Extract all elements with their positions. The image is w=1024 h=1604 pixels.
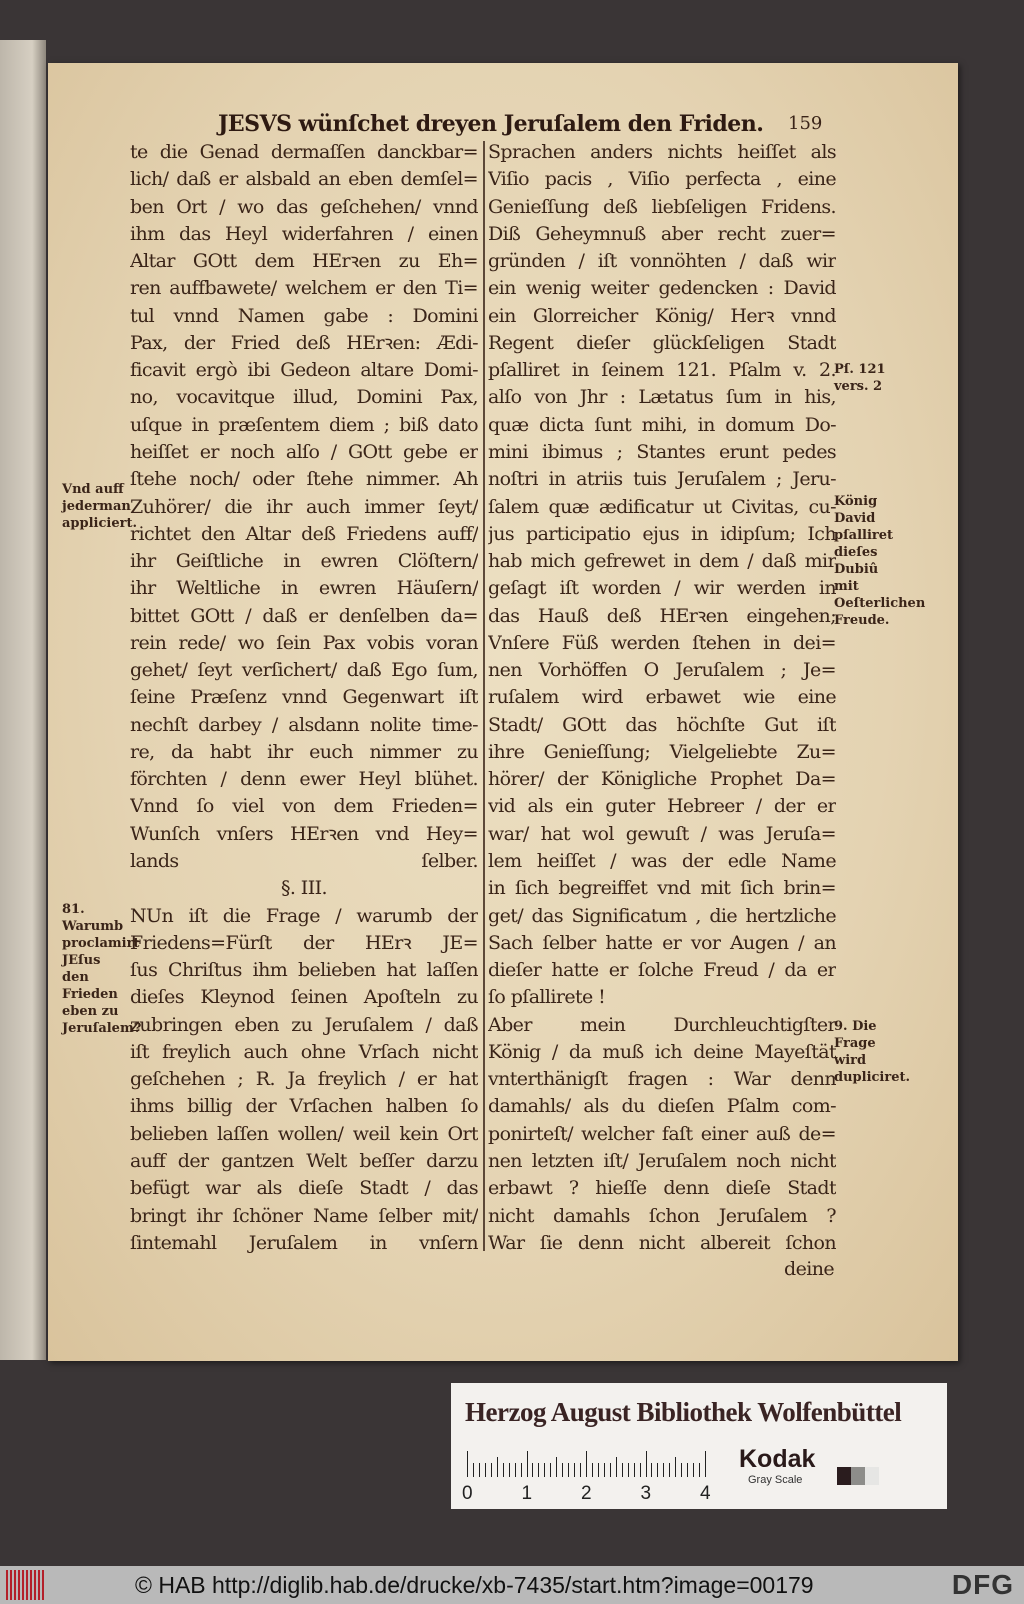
text-line: war/ hat wol gewuſt / was Jeruſa= xyxy=(488,822,836,845)
ruler-tick xyxy=(515,1463,516,1477)
ruler-tick xyxy=(592,1463,593,1477)
text-line: War ſie denn nicht albereit ſchon xyxy=(488,1231,836,1254)
text-line: ſtehe noch/ oder ſtehe nimmer. Ah xyxy=(130,468,478,491)
ruler-tick xyxy=(509,1463,510,1477)
ruler-number: 0 xyxy=(462,1483,473,1504)
text-line: ſus Chriſtus ihm belieben hat laſſen xyxy=(130,959,478,982)
text-line: Pax, der Fried deß HErꝛen: Ædi- xyxy=(130,331,478,354)
text-line: vnterthänigſt fragen : War denn xyxy=(488,1068,836,1091)
text-line: get/ das Significatum , die hertzliche xyxy=(488,904,836,927)
ruler-tick xyxy=(628,1463,629,1477)
text-line: §. III. xyxy=(281,877,327,900)
gray-swatch-mid xyxy=(851,1467,865,1485)
text-line: König / da muß ich deine Mayeſtät xyxy=(488,1040,836,1063)
text-line: damahls/ als du dieſen Pſalm com- xyxy=(488,1095,836,1118)
ruler-tick xyxy=(532,1463,533,1477)
text-line: iſt freylich auch ohne Vrſach nicht xyxy=(130,1040,478,1063)
margin-note-right-3: 9. Die Frage wird dupliciret. xyxy=(834,1019,911,1085)
text-line: hab mich gefrewet in dem / daß mir xyxy=(488,550,836,573)
ruler-tick xyxy=(663,1463,664,1477)
ruler-tick xyxy=(503,1463,504,1477)
ruler-tick xyxy=(622,1463,623,1477)
ruler-tick xyxy=(556,1457,557,1477)
text-line: jus participatio ejus in idipſum; Ich xyxy=(488,522,836,545)
text-line: ein wenig weiter gedencken : David xyxy=(488,277,836,300)
text-line: Zuhörer/ die ihr auch immer ſeyt/ xyxy=(130,495,478,518)
text-line: Stadt/ GOtt das höchſte Gut iſt xyxy=(488,713,836,736)
ruler-tick xyxy=(646,1451,647,1477)
text-line: gründen / iſt vonnöhten / daß wir xyxy=(488,250,836,273)
catchword: deine xyxy=(784,1258,834,1280)
ruler-number: 4 xyxy=(700,1483,711,1504)
text-line: das Hauß deß HErꝛen eingehen; xyxy=(488,604,836,627)
ruler-tick xyxy=(544,1463,545,1477)
ruler-tick xyxy=(586,1451,587,1477)
text-line: ſo pſallirete ! xyxy=(488,986,606,1009)
ruler-tick xyxy=(562,1463,563,1477)
text-line: lich/ daß er alsbald an eben demſel= xyxy=(130,168,478,191)
text-line: geſchehen ; R. Ja freylich / er hat xyxy=(130,1068,478,1091)
ruler-tick xyxy=(681,1463,682,1477)
running-header: JESVS wünſchet dreyen Jeruſalem den Friden. xyxy=(218,111,764,137)
text-line: befügt war als dieſe Stadt / das xyxy=(130,1177,478,1200)
ruler-tick xyxy=(497,1457,498,1477)
margin-note-right-2: König David pſalliret dieſes Dubiû mit Oeſterlichen Freude. xyxy=(834,494,926,628)
color-card xyxy=(451,1383,947,1509)
ruler-tick xyxy=(491,1463,492,1477)
text-line: re, da habt ihr euch nimmer zu xyxy=(130,740,478,763)
gray-swatch-dark xyxy=(837,1467,851,1485)
ruler-tick xyxy=(693,1463,694,1477)
hab-logo-icon xyxy=(6,1570,46,1600)
text-line: Friedens=Fürſt der HErꝛ JE= xyxy=(130,931,478,954)
text-line: mini ibimus ; Stantes erunt pedes xyxy=(488,440,836,463)
text-line: Viſio pacis , Viſio perfecta , eine xyxy=(488,168,836,191)
ruler-tick xyxy=(479,1463,480,1477)
text-line: Vnnd ſo viel von dem Frieden= xyxy=(130,795,478,818)
ruler-tick xyxy=(604,1463,605,1477)
text-line: ponirteſt/ welcher faſt einer auß de= xyxy=(488,1122,836,1145)
text-line: Regent dieſer glückſeligen Stadt xyxy=(488,331,836,354)
text-line: ihre Genieſſung; Vielgeliebte Zu= xyxy=(488,740,836,763)
text-line: ihr Weltliche in ewren Häuſern/ xyxy=(130,577,478,600)
ruler-tick xyxy=(527,1451,528,1477)
dfg-logo: DFG xyxy=(951,1569,1014,1600)
text-line: noſtri in atriis tuis Jeruſalem ; Jeru- xyxy=(488,468,836,491)
text-line: nen letzten iſt/ Jeruſalem noch nicht xyxy=(488,1149,836,1172)
margin-note-left-2: 81. Warumb proclamirt JEſus den Frieden eben zu Jeruſalem? xyxy=(62,902,142,1036)
library-name: Herzog August Bibliothek Wolfenbüttel xyxy=(465,1397,902,1427)
text-line: Sprachen anders nichts heiſſet als xyxy=(488,141,836,163)
ruler-tick xyxy=(580,1463,581,1477)
ruler-tick xyxy=(521,1463,522,1477)
text-line: geſagt iſt worden / wir werden in xyxy=(488,577,836,600)
text-line: nechſt darbey / alsdann nolite time- xyxy=(130,713,478,736)
kodak-logo: Kodak xyxy=(739,1445,816,1473)
text-line: ihr Geiſtliche in ewren Clöſtern/ xyxy=(130,550,478,573)
text-line: dieſes Kleynod ſeinen Apoſteln zu xyxy=(130,986,478,1009)
text-line: in ſich begreiffet vnd mit ſich brin= xyxy=(488,877,836,900)
text-line: no, vocavitque illud, Domini Pax, xyxy=(130,386,478,409)
ruler xyxy=(462,1445,717,1505)
book-page xyxy=(48,63,958,1361)
copyright-url[interactable]: © HAB http://diglib.hab.de/drucke/xb-7435/start.htm?image=00179 xyxy=(135,1572,814,1598)
text-line: ruſalem wird erbawet wie eine xyxy=(488,686,836,709)
text-line: ficavit ergò ibi Gedeon altare Domi- xyxy=(130,359,478,382)
ruler-tick xyxy=(616,1457,617,1477)
text-line: Vnſere Füß werden ſtehen in dei= xyxy=(488,631,836,654)
ruler-tick xyxy=(699,1463,700,1477)
ruler-tick xyxy=(467,1451,468,1477)
ruler-tick xyxy=(669,1463,670,1477)
text-line: te die Genad dermaſſen danckbar= xyxy=(130,141,478,163)
ruler-tick xyxy=(574,1463,575,1477)
ruler-tick xyxy=(550,1463,551,1477)
ruler-tick xyxy=(598,1463,599,1477)
ruler-tick xyxy=(568,1463,569,1477)
ruler-tick xyxy=(705,1451,706,1477)
text-line: dieſer hatte er ſolche Freud / da er xyxy=(488,959,836,982)
ruler-number: 2 xyxy=(581,1483,592,1504)
footer-bar xyxy=(0,1566,1024,1604)
text-line: lem heiſſet / was der edle Name xyxy=(488,850,836,873)
ruler-tick xyxy=(485,1463,486,1477)
text-line: erbawt ? hieſſe denn dieſe Stadt xyxy=(488,1177,836,1200)
text-line: ein Glorreicher König/ Herꝛ vnnd xyxy=(488,304,836,327)
gray-swatch-light xyxy=(865,1467,879,1485)
text-line: lands ſelber. xyxy=(130,850,478,873)
text-line: nicht damahls ſchon Jeruſalem ? xyxy=(488,1204,836,1227)
text-line: gehet/ ſeyt verſichert/ daß Ego ſum, xyxy=(130,659,478,682)
text-line: ſalem quæ ædificatur ut Civitas, cu- xyxy=(488,495,836,518)
text-line: pſalliret in ſeinem 121. Pſalm v. 2. xyxy=(488,359,836,382)
text-line: rein rede/ wo ſein Pax vobis voran xyxy=(130,631,478,654)
text-line: belieben laſſen wollen/ weil kein Ort xyxy=(130,1122,478,1145)
margin-note-right-1: Pſ. 121 vers. 2 xyxy=(834,362,886,394)
ruler-tick xyxy=(651,1463,652,1477)
ruler-number: 3 xyxy=(640,1483,652,1504)
text-line: nen Vorhöffen O Jeruſalem ; Je= xyxy=(488,659,836,682)
ruler-tick xyxy=(657,1463,658,1477)
text-line: Sach ſelber hatte er vor Augen / an xyxy=(488,931,836,954)
text-line: NUn iſt die Frage / warumb der xyxy=(130,904,478,927)
text-line: förchten / denn ewer Heyl blühet. xyxy=(130,768,478,791)
previous-page-edge xyxy=(0,40,46,1360)
ruler-tick xyxy=(610,1463,611,1477)
text-line: Diß Geheymnuß aber recht zuer= xyxy=(488,222,836,245)
text-line: alſo von Jhr : Lætatus ſum in his, xyxy=(488,386,836,409)
text-line: quæ dicta ſunt mihi, in domum Do- xyxy=(488,413,836,436)
text-line: uſque in præſentem diem ; biß dato xyxy=(130,413,478,436)
text-line: Altar GOtt dem HErꝛen zu Eh= xyxy=(130,250,478,273)
text-line: ſeine Præſenz vnnd Gegenwart iſt xyxy=(130,686,478,709)
ruler-tick xyxy=(538,1463,539,1477)
text-line: Genieſſung deß liebſeligen Fridens. xyxy=(488,195,836,218)
ruler-tick xyxy=(675,1457,676,1477)
text-line: auff der gantzen Welt beſſer darzu xyxy=(130,1149,478,1172)
text-line: ren auffbawete/ welchem er den Ti= xyxy=(130,277,478,300)
text-line: zubringen eben zu Jeruſalem / daß xyxy=(130,1013,478,1036)
page-number: 159 xyxy=(788,113,823,134)
text-line: tul vnnd Namen gabe : Domini xyxy=(130,304,478,327)
text-line: bittet GOtt / daß er denſelben da= xyxy=(130,604,478,627)
text-line: ſintemahl Jeruſalem in vnſern xyxy=(130,1231,478,1254)
ruler-tick xyxy=(634,1463,635,1477)
ruler-number: 1 xyxy=(521,1483,533,1504)
text-line: Aber mein Durchleuchtigſter xyxy=(488,1013,836,1036)
text-line: Wunſch vnſers HErꝛen vnd Hey= xyxy=(130,822,478,845)
ruler-tick xyxy=(687,1463,688,1477)
margin-note-left-1: Vnd auff jederman appliciert. xyxy=(62,482,137,531)
text-line: heiſſet er noch alſo / GOtt gebe er xyxy=(130,440,478,463)
text-line: ihm das Heyl widerfahren / einen xyxy=(130,222,478,245)
column-divider xyxy=(483,141,485,1251)
text-line: richtet den Altar deß Friedens auff/ xyxy=(130,522,478,545)
ruler-tick xyxy=(640,1463,641,1477)
gray-scale-label: Gray Scale xyxy=(748,1474,803,1486)
text-line: ihms billig der Vrſachen halben ſo xyxy=(130,1095,478,1118)
text-line: hörer/ der Königliche Prophet Da= xyxy=(488,768,836,791)
text-line: vid als ein guter Hebreer / der er xyxy=(488,795,836,818)
ruler-tick xyxy=(473,1463,474,1477)
text-line: ben Ort / wo das geſchehen/ vnnd xyxy=(130,195,478,218)
text-line: bringt ihr ſchöner Name ſelber mit/ xyxy=(130,1204,478,1227)
